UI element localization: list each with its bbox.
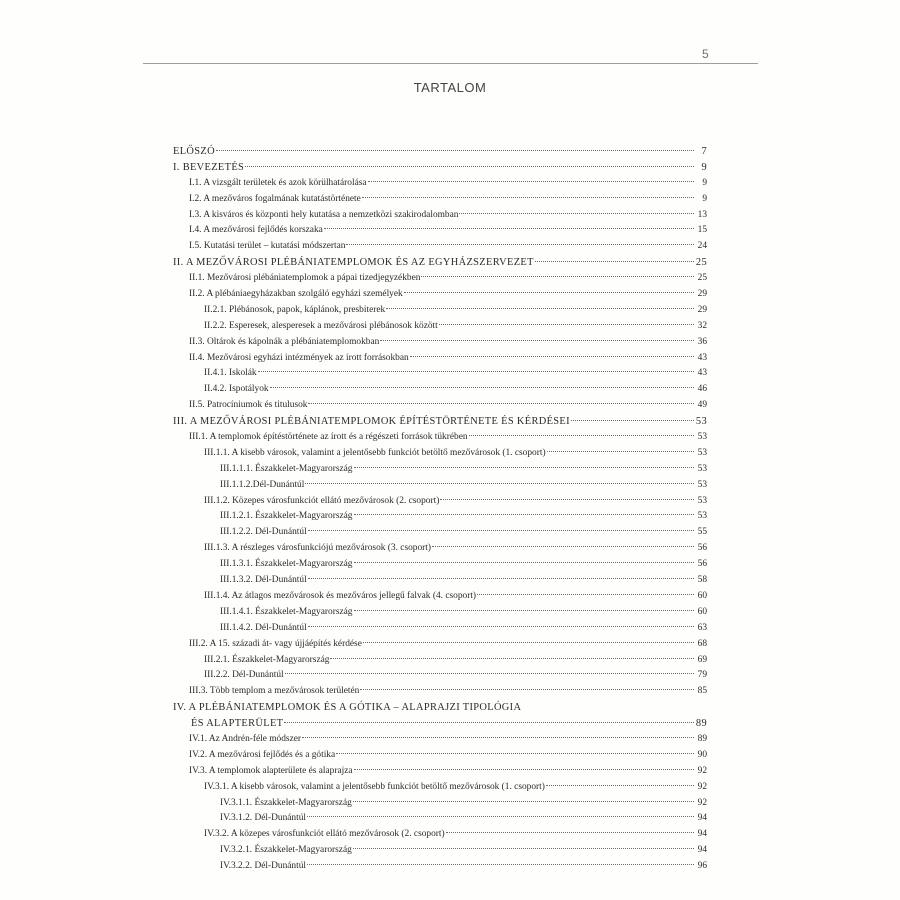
toc-entry <box>173 732 707 748</box>
toc-leader-dots <box>354 514 695 515</box>
toc-entry-title: IV.3.2.1. Északkelet-Magyarország <box>220 845 352 856</box>
toc-entry-title: II.3. Oltárok és kápolnák a plébániatemplomokban <box>189 336 380 347</box>
toc-leader-dots <box>547 451 694 452</box>
toc-entry <box>173 319 707 335</box>
toc-leader-dots <box>270 387 694 388</box>
toc-entry <box>173 478 707 494</box>
toc-leader-dots <box>360 689 694 690</box>
toc-leader-dots <box>404 292 694 293</box>
toc-page-number: 89 <box>697 733 707 744</box>
toc-page-number: 15 <box>697 225 707 236</box>
toc-leader-dots <box>421 276 694 277</box>
toc-entry <box>173 303 707 319</box>
toc-entry-title: III.1.3. A részleges városfunkciójú mezővárosok (3. csoport) <box>204 543 432 554</box>
toc-entry <box>173 446 707 462</box>
toc-page-number: 89 <box>695 718 707 730</box>
toc-entry-title: IV.3.1. A kisebb városok, valamint a jelentősebb funkciót betöltő mezővárosok (1. csoport) <box>204 781 545 792</box>
toc-entry-title: IV.3.1.2. Dél-Dunántúl <box>220 813 307 824</box>
toc-leader-dots <box>446 832 694 833</box>
toc-page-number: 29 <box>697 289 707 300</box>
toc-leader-dots <box>354 562 695 563</box>
toc-page-number: 46 <box>697 384 707 395</box>
toc-leader-dots <box>477 594 694 595</box>
toc-page-number: 56 <box>697 543 707 554</box>
toc-page-number: 63 <box>697 622 707 633</box>
toc-page-number: 90 <box>697 749 707 760</box>
toc-leader-dots <box>354 769 694 770</box>
toc-entry <box>173 668 707 684</box>
toc-leader-dots <box>245 166 694 167</box>
toc-entry-title: IV.1. Az Andrén-féle módszer <box>189 733 302 744</box>
toc-page-number: 7 <box>701 146 707 157</box>
toc-entry <box>173 351 707 367</box>
toc-page-number: 85 <box>697 686 707 697</box>
toc-leader-dots <box>440 499 694 500</box>
toc-entry-title: II.5. Patrocíniumok és titulusok <box>189 400 308 411</box>
toc-leader-dots <box>308 626 694 627</box>
toc-entry <box>173 414 707 430</box>
toc-entry <box>173 382 707 398</box>
toc-page-number: 60 <box>697 606 707 617</box>
toc-entry <box>173 541 707 557</box>
toc-leader-dots <box>302 737 694 738</box>
toc-entry <box>173 287 707 303</box>
toc-page-number: 53 <box>697 479 707 490</box>
toc-leader-dots <box>571 420 694 421</box>
toc-entry-title: ÉS ALAPTERÜLET <box>191 718 284 730</box>
toc-entry-title: III.1.1.1. Északkelet-Magyarország <box>220 463 353 474</box>
toc-leader-dots <box>285 673 694 674</box>
toc-entry <box>173 509 707 525</box>
toc-entry-title: III.1.2. Közepes városfunkciót ellátó mezővárosok (2. csoport) <box>204 495 440 506</box>
toc-entry <box>173 796 707 812</box>
toc-entry-title: IV.3.2.2. Dél-Dunántúl <box>220 861 307 872</box>
table-of-contents <box>173 144 707 875</box>
toc-leader-dots <box>354 610 695 611</box>
toc-leader-dots <box>307 864 694 865</box>
toc-entry <box>173 160 707 176</box>
toc-entry <box>173 144 707 160</box>
toc-page-number: 53 <box>697 511 707 522</box>
toc-entry <box>173 700 707 716</box>
toc-entry <box>173 525 707 541</box>
toc-page-number: 68 <box>697 638 707 649</box>
toc-entry <box>173 653 707 669</box>
toc-entry-title: IV.3. A templomok alapterülete és alaprajza <box>189 765 353 776</box>
toc-page-number: 49 <box>697 400 707 411</box>
toc-leader-dots <box>368 181 694 182</box>
toc-page-number: 92 <box>697 797 707 808</box>
toc-page-number: 53 <box>697 447 707 458</box>
toc-entry-title: III. A MEZŐVÁROSI PLÉBÁNIATEMPLOMOK ÉPÍTÉSTÖRTÉNETE ÉS KÉRDÉSEI <box>173 416 570 428</box>
toc-entry-title: IV.2. A mezővárosi fejlődés és a gótika <box>189 749 336 760</box>
toc-entry <box>173 637 707 653</box>
toc-entry-title: III.1.1.2.Dél-Dunántúl <box>220 479 305 490</box>
toc-leader-dots <box>386 308 694 309</box>
toc-entry-title: III.1.3.1. Északkelet-Magyarország <box>220 559 353 570</box>
toc-entry <box>173 398 707 414</box>
toc-entry-title: ELŐSZÓ <box>173 146 215 157</box>
toc-page-number: 32 <box>697 320 707 331</box>
toc-page-number: 58 <box>697 575 707 586</box>
toc-entry-title: III.1.1. A kisebb városok, valamint a jelentősebb funkciót betöltő mezővárosok (1. csoport) <box>204 447 546 458</box>
toc-page-number: 29 <box>697 304 707 315</box>
toc-page-number: 79 <box>697 670 707 681</box>
toc-entry-title: III.1.2.1. Északkelet-Magyarország <box>220 511 353 522</box>
toc-entry-title: I.5. Kutatási terület – kutatási módszertan <box>189 241 346 252</box>
toc-page-number: 43 <box>697 352 707 363</box>
toc-page-number: 43 <box>697 368 707 379</box>
toc-page-number: 60 <box>697 590 707 601</box>
toc-entry-title: II.4.2. Ispotályok <box>204 384 269 395</box>
toc-entry-title: III.3. Több templom a mezővárosok területén <box>189 686 360 697</box>
toc-leader-dots <box>546 785 694 786</box>
toc-page-number: 53 <box>697 495 707 506</box>
toc-entry <box>173 430 707 446</box>
toc-entry <box>173 589 707 605</box>
toc-leader-dots <box>353 801 694 802</box>
toc-page-number: 53 <box>697 463 707 474</box>
toc-page-number: 94 <box>697 813 707 824</box>
toc-entry-title: II.4.1. Iskolák <box>204 368 257 379</box>
toc-entry-title: III.1.4.1. Északkelet-Magyarország <box>220 606 353 617</box>
toc-leader-dots <box>362 197 694 198</box>
toc-leader-dots <box>439 324 694 325</box>
page-number: 5 <box>702 47 709 61</box>
toc-entry-title: I.1. A vizsgált területek és azok körülhatárolása <box>189 177 367 188</box>
toc-entry <box>173 366 707 382</box>
toc-leader-dots <box>459 213 694 214</box>
toc-entry <box>173 573 707 589</box>
toc-page-number: 25 <box>697 273 707 284</box>
toc-leader-dots <box>216 150 694 151</box>
toc-entry-title: II.1. Mezővárosi plébániatemplomok a pápai tizedjegyzékben <box>189 273 421 284</box>
toc-page-number: 9 <box>702 177 707 188</box>
toc-leader-dots <box>469 435 694 436</box>
toc-page-number: 92 <box>697 765 707 776</box>
toc-page-number: 94 <box>697 829 707 840</box>
toc-entry-title: IV. A PLÉBÁNIATEMPLOMOK ÉS A GÓTIKA – ALAPRAJZI TIPOLÓGIA <box>173 702 522 714</box>
toc-leader-dots <box>363 642 694 643</box>
toc-entry-title: I.3. A kisváros és központi hely kutatása a nemzetközi szakirodalomban <box>189 209 459 220</box>
toc-leader-dots <box>308 578 694 579</box>
toc-entry <box>173 223 707 239</box>
toc-entry <box>173 239 707 255</box>
toc-page-number: 92 <box>697 781 707 792</box>
toc-entry-title: III.2. A 15. századi át- vagy újjáépítés kérdése <box>189 638 362 649</box>
toc-entry <box>173 255 707 271</box>
toc-page-number: 13 <box>697 209 707 220</box>
toc-page-number: 69 <box>697 654 707 665</box>
toc-entry <box>173 557 707 573</box>
toc-page-number: 24 <box>697 241 707 252</box>
toc-entry-title: II.2.2. Esperesek, alesperesek a mezővárosi plébánosok között <box>204 320 438 331</box>
toc-entry <box>173 462 707 478</box>
toc-page-number: 56 <box>697 559 707 570</box>
toc-leader-dots <box>307 816 694 817</box>
toc-leader-dots <box>284 722 694 723</box>
toc-entry <box>173 748 707 764</box>
toc-leader-dots <box>308 403 694 404</box>
toc-page-number: 55 <box>697 527 707 538</box>
toc-leader-dots <box>353 848 694 849</box>
toc-entry <box>173 605 707 621</box>
toc-page-number: 9 <box>702 193 707 204</box>
toc-leader-dots <box>346 244 694 245</box>
toc-entry-title: I.4. A mezővárosi fejlődés korszaka <box>189 225 323 236</box>
toc-leader-dots <box>305 483 694 484</box>
toc-leader-dots <box>432 546 694 547</box>
toc-entry-title: III.1. A templomok építéstörténete az írott és a régészeti források tükrében <box>189 432 468 443</box>
toc-entry <box>173 494 707 510</box>
toc-entry <box>173 271 707 287</box>
toc-entry-title: I.2. A mezőváros fogalmának kutatástörténete <box>189 193 361 204</box>
toc-entry <box>173 176 707 192</box>
toc-entry <box>173 192 707 208</box>
toc-entry-title: III.2.2. Dél-Dunántúl <box>204 670 284 681</box>
toc-entry <box>173 811 707 827</box>
toc-entry-title: I. BEVEZETÉS <box>173 161 245 173</box>
header-rule <box>143 63 758 64</box>
toc-entry <box>173 684 707 700</box>
toc-page-number: 96 <box>697 861 707 872</box>
toc-page-number: 94 <box>697 845 707 856</box>
toc-entry-title: II.2. A plébániaegyházakban szolgáló egyházi személyek <box>189 289 403 300</box>
toc-entry <box>173 780 707 796</box>
toc-entry <box>173 843 707 859</box>
toc-leader-dots <box>330 658 694 659</box>
toc-entry-title: III.1.2.2. Dél-Dunántúl <box>220 527 307 538</box>
toc-entry-title: III.1.4.2. Dél-Dunántúl <box>220 622 307 633</box>
toc-entry-title: III.1.3.2. Dél-Dunántúl <box>220 575 307 586</box>
toc-entry-title: III.2.1. Északkelet-Magyarország <box>204 654 330 665</box>
toc-entry <box>173 859 707 875</box>
toc-leader-dots <box>535 261 694 262</box>
toc-leader-dots <box>336 753 694 754</box>
toc-page-number: 53 <box>697 432 707 443</box>
toc-entry <box>173 827 707 843</box>
toc-leader-dots <box>380 340 694 341</box>
toc-page-number: 9 <box>701 161 707 173</box>
toc-entry-title: III.1.4. Az átlagos mezővárosok és mezőváros jellegű falvak (4. csoport) <box>204 590 477 601</box>
toc-leader-dots <box>308 530 694 531</box>
toc-page-number: 36 <box>697 336 707 347</box>
toc-title: TARTALOM <box>413 80 487 95</box>
toc-entry-title: IV.3.2. A közepes városfunkciót ellátó mezővárosok (2. csoport) <box>204 829 445 840</box>
toc-page-number: 25 <box>695 257 707 269</box>
toc-entry <box>173 208 707 224</box>
toc-entry <box>173 716 707 732</box>
toc-entry <box>173 621 707 637</box>
toc-leader-dots <box>354 467 695 468</box>
toc-entry <box>173 764 707 780</box>
toc-entry-title: II. A MEZŐVÁROSI PLÉBÁNIATEMPLOMOK ÉS AZ EGYHÁZSZERVEZET <box>173 257 534 269</box>
toc-leader-dots <box>258 371 694 372</box>
toc-leader-dots <box>410 356 694 357</box>
toc-entry-title: II.4. Mezővárosi egyházi intézmények az írott forrásokban <box>189 352 409 363</box>
toc-entry <box>173 335 707 351</box>
toc-leader-dots <box>324 228 694 229</box>
toc-entry-title: II.2.1. Plébánosok, papok, káplánok, presbiterek <box>204 304 386 315</box>
toc-entry-title: IV.3.1.1. Északkelet-Magyarország <box>220 797 352 808</box>
toc-page-number: 53 <box>695 416 707 428</box>
